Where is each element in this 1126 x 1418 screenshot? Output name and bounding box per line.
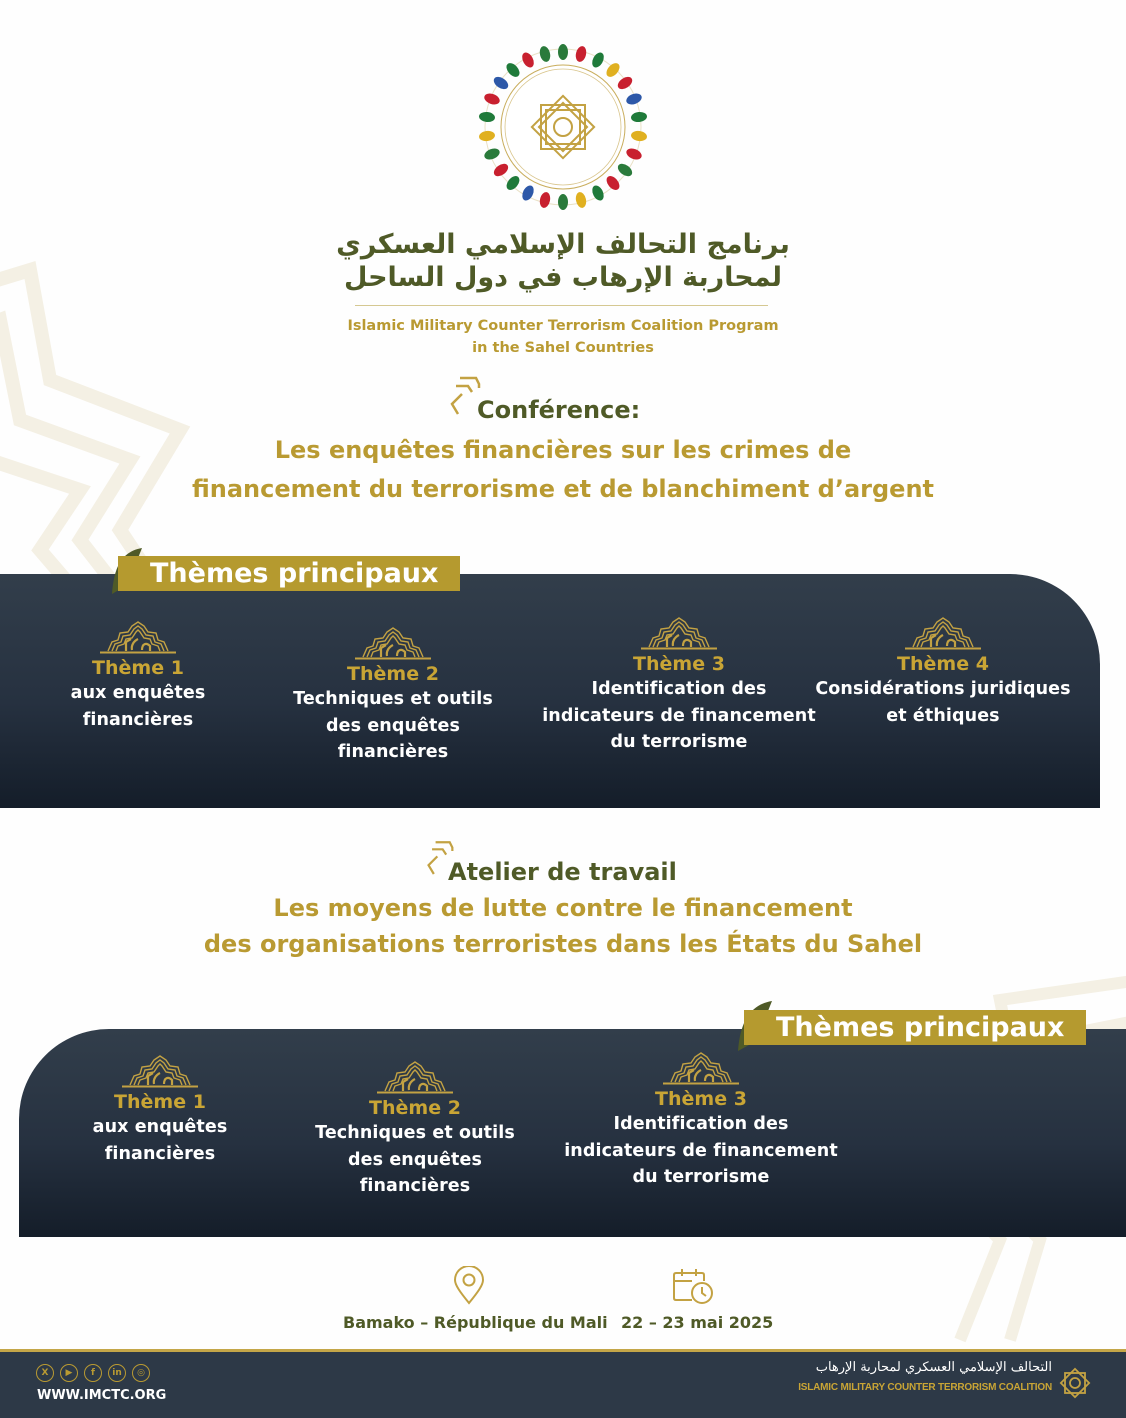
workshop-theme-3 <box>561 1051 841 1191</box>
workshop-label: Atelier de travail <box>448 858 677 886</box>
theme-description: aux enquêtes financières <box>70 683 206 730</box>
event-date: 22 – 23 mai 2025 <box>621 1313 774 1332</box>
workshop-themes-ribbon <box>744 1010 1086 1045</box>
x-icon[interactable]: X <box>36 1364 54 1382</box>
map-pin-icon <box>452 1266 486 1310</box>
title-divider <box>355 305 768 306</box>
conference-theme-2 <box>253 626 533 766</box>
workshop-theme-1 <box>20 1054 300 1167</box>
workshop-title-line2: des organisations terroristes dans les États du Sahel <box>203 930 923 958</box>
workshop-title <box>0 890 1126 962</box>
ornament-emblem-icon <box>661 1051 741 1085</box>
conference-title <box>0 431 1126 509</box>
workshop-title-line1: Les moyens de lutte contre le financement <box>273 894 853 922</box>
conference-title-line1: Les enquêtes financières sur les crimes de <box>274 436 852 464</box>
instagram-icon[interactable]: ◎ <box>132 1364 150 1382</box>
english-title-line2: in the Sahel Countries <box>472 340 654 356</box>
theme-description: Techniques et outils des enquêtes financières <box>293 689 493 762</box>
ornament-emblem-icon <box>903 616 983 650</box>
theme-title: Thème 4 <box>897 653 989 675</box>
linkedin-icon[interactable]: in <box>108 1364 126 1382</box>
conference-theme-4 <box>803 616 1083 729</box>
workshop-theme-2 <box>275 1060 555 1200</box>
facebook-icon[interactable]: f <box>84 1364 102 1382</box>
theme-description: Techniques et outils des enquêtes financières <box>315 1123 515 1196</box>
theme-title: Thème 3 <box>633 653 725 675</box>
ornament-emblem-icon <box>353 626 433 660</box>
website-link[interactable]: WWW.IMCTC.ORG <box>37 1388 167 1403</box>
theme-title: Thème 3 <box>655 1088 747 1110</box>
ornament-emblem-icon <box>639 616 719 650</box>
imctc-logo <box>471 42 655 212</box>
calendar-clock-icon <box>672 1267 716 1311</box>
arabic-title-line2: لمحاربة الإرهاب في دول الساحل <box>343 262 782 293</box>
english-title-line1: Islamic Military Counter Terrorism Coalition Program <box>347 318 779 334</box>
ornament-emblem-icon <box>375 1060 455 1094</box>
coalition-emblem-icon <box>471 42 655 212</box>
ribbon-label: Thèmes principaux <box>150 558 439 589</box>
coalition-star-icon <box>1058 1366 1092 1400</box>
event-location: Bamako – République du Mali <box>343 1313 608 1332</box>
conference-title-line2: financement du terrorisme et de blanchiment d’argent <box>191 475 935 503</box>
theme-title: Thème 2 <box>369 1097 461 1119</box>
theme-description: Considérations juridiques et éthiques <box>815 679 1071 726</box>
theme-description: Identification des indicateurs de financement du terrorisme <box>542 679 816 752</box>
conference-theme-3 <box>539 616 819 756</box>
theme-description: aux enquêtes financières <box>92 1117 228 1164</box>
program-title-english <box>0 315 1126 359</box>
org-name-arabic: التحالف الإسلامي العسكري لمحاربة الإرهاب <box>815 1360 1052 1375</box>
theme-title: Thème 2 <box>347 663 439 685</box>
conference-label: Conférence: <box>477 396 641 424</box>
social-links <box>36 1364 150 1382</box>
org-name-english: ISLAMIC MILITARY COUNTER TERRORISM COALITION <box>798 1382 1052 1393</box>
conference-theme-1 <box>0 620 278 733</box>
conference-themes-ribbon <box>118 556 460 591</box>
theme-title: Thème 1 <box>92 657 184 679</box>
ribbon-label: Thèmes principaux <box>776 1012 1065 1043</box>
youtube-icon[interactable]: ▶ <box>60 1364 78 1382</box>
theme-description: Identification des indicateurs de financement du terrorisme <box>564 1114 838 1187</box>
arabic-title-line1: برنامج التحالف الإسلامي العسكري <box>336 229 790 260</box>
ornament-emblem-icon <box>120 1054 200 1088</box>
footer-bar <box>0 1349 1126 1418</box>
ornament-emblem-icon <box>98 620 178 654</box>
program-title-arabic <box>300 228 826 294</box>
theme-title: Thème 1 <box>114 1091 206 1113</box>
